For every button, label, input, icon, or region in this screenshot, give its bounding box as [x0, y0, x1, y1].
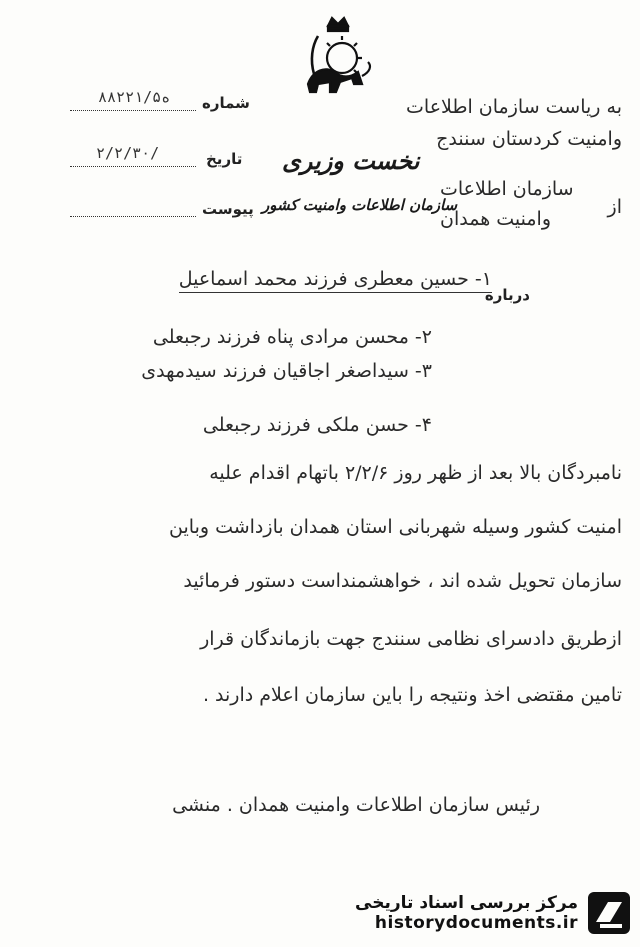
number-value: ۸۸۲۲۱/۵ه: [98, 88, 171, 106]
date-value: ۲/۲/۳۰/: [96, 144, 160, 162]
from-line-1: سازمان اطلاعات: [440, 178, 574, 200]
stamp-line-2: سازمان اطلاعات وامنیت کشور: [262, 196, 458, 214]
stamp-line-1: نخست وزیری: [282, 146, 420, 175]
body-line-4: ازطریق دادسرای نظامی سنندج جهت بازماندگان قرار: [200, 628, 622, 650]
date-dotted-line: [70, 166, 196, 167]
attachment-label: پیوست: [202, 200, 254, 218]
from-line-2: وامنیت همدان: [440, 208, 552, 230]
body-line-2: امنیت کشور وسیله شهربانی استان همدان بازداشت وباین: [169, 516, 622, 538]
archive-watermark: [355, 887, 632, 939]
archive-logo-icon: [586, 890, 632, 936]
body-line-5: تامین مقتضی اخذ ونتیجه را باین سازمان اعلام دارند .: [202, 684, 622, 706]
recipient-line-1: به ریاست سازمان اطلاعات: [406, 96, 622, 118]
recipient-line-2: وامنیت کردستان سنندج: [436, 128, 622, 150]
signature-line: رئیس سازمان اطلاعات وامنیت همدان . منشی: [172, 794, 540, 816]
brand-url: historydocuments.ir: [374, 913, 578, 933]
date-label: تاریخ: [206, 150, 243, 168]
attachment-dotted-line: [70, 216, 196, 217]
brand-name: مرکز بررسی اسناد تاریخی: [355, 893, 578, 913]
from-label: از: [607, 196, 622, 218]
subject-item-2: ۲- محسن مرادی پناه فرزند رجبعلی: [152, 326, 432, 348]
body-line-3: سازمان تحویل شده اند ، خواهشمنداست دستور فرمائید: [183, 570, 622, 592]
lion-and-sun-emblem-icon: [288, 12, 388, 112]
subject-item-4: ۴- حسن ملکی فرزند رجبعلی: [202, 414, 432, 436]
number-label: شماره: [202, 94, 250, 112]
subject-item-1: ۱- حسین معطری فرزند محمد اسماعیل: [179, 268, 492, 293]
number-dotted-line: [70, 110, 196, 111]
subject-label: درباره: [484, 286, 530, 304]
subject-item-3: ۳- سیداصغر اجاقیان فرزند سیدمهدی: [141, 360, 432, 382]
body-line-1: نامبردگان بالا بعد از ظهر روز ۲/۲/۶ باتهام اقدام علیه: [209, 462, 622, 484]
